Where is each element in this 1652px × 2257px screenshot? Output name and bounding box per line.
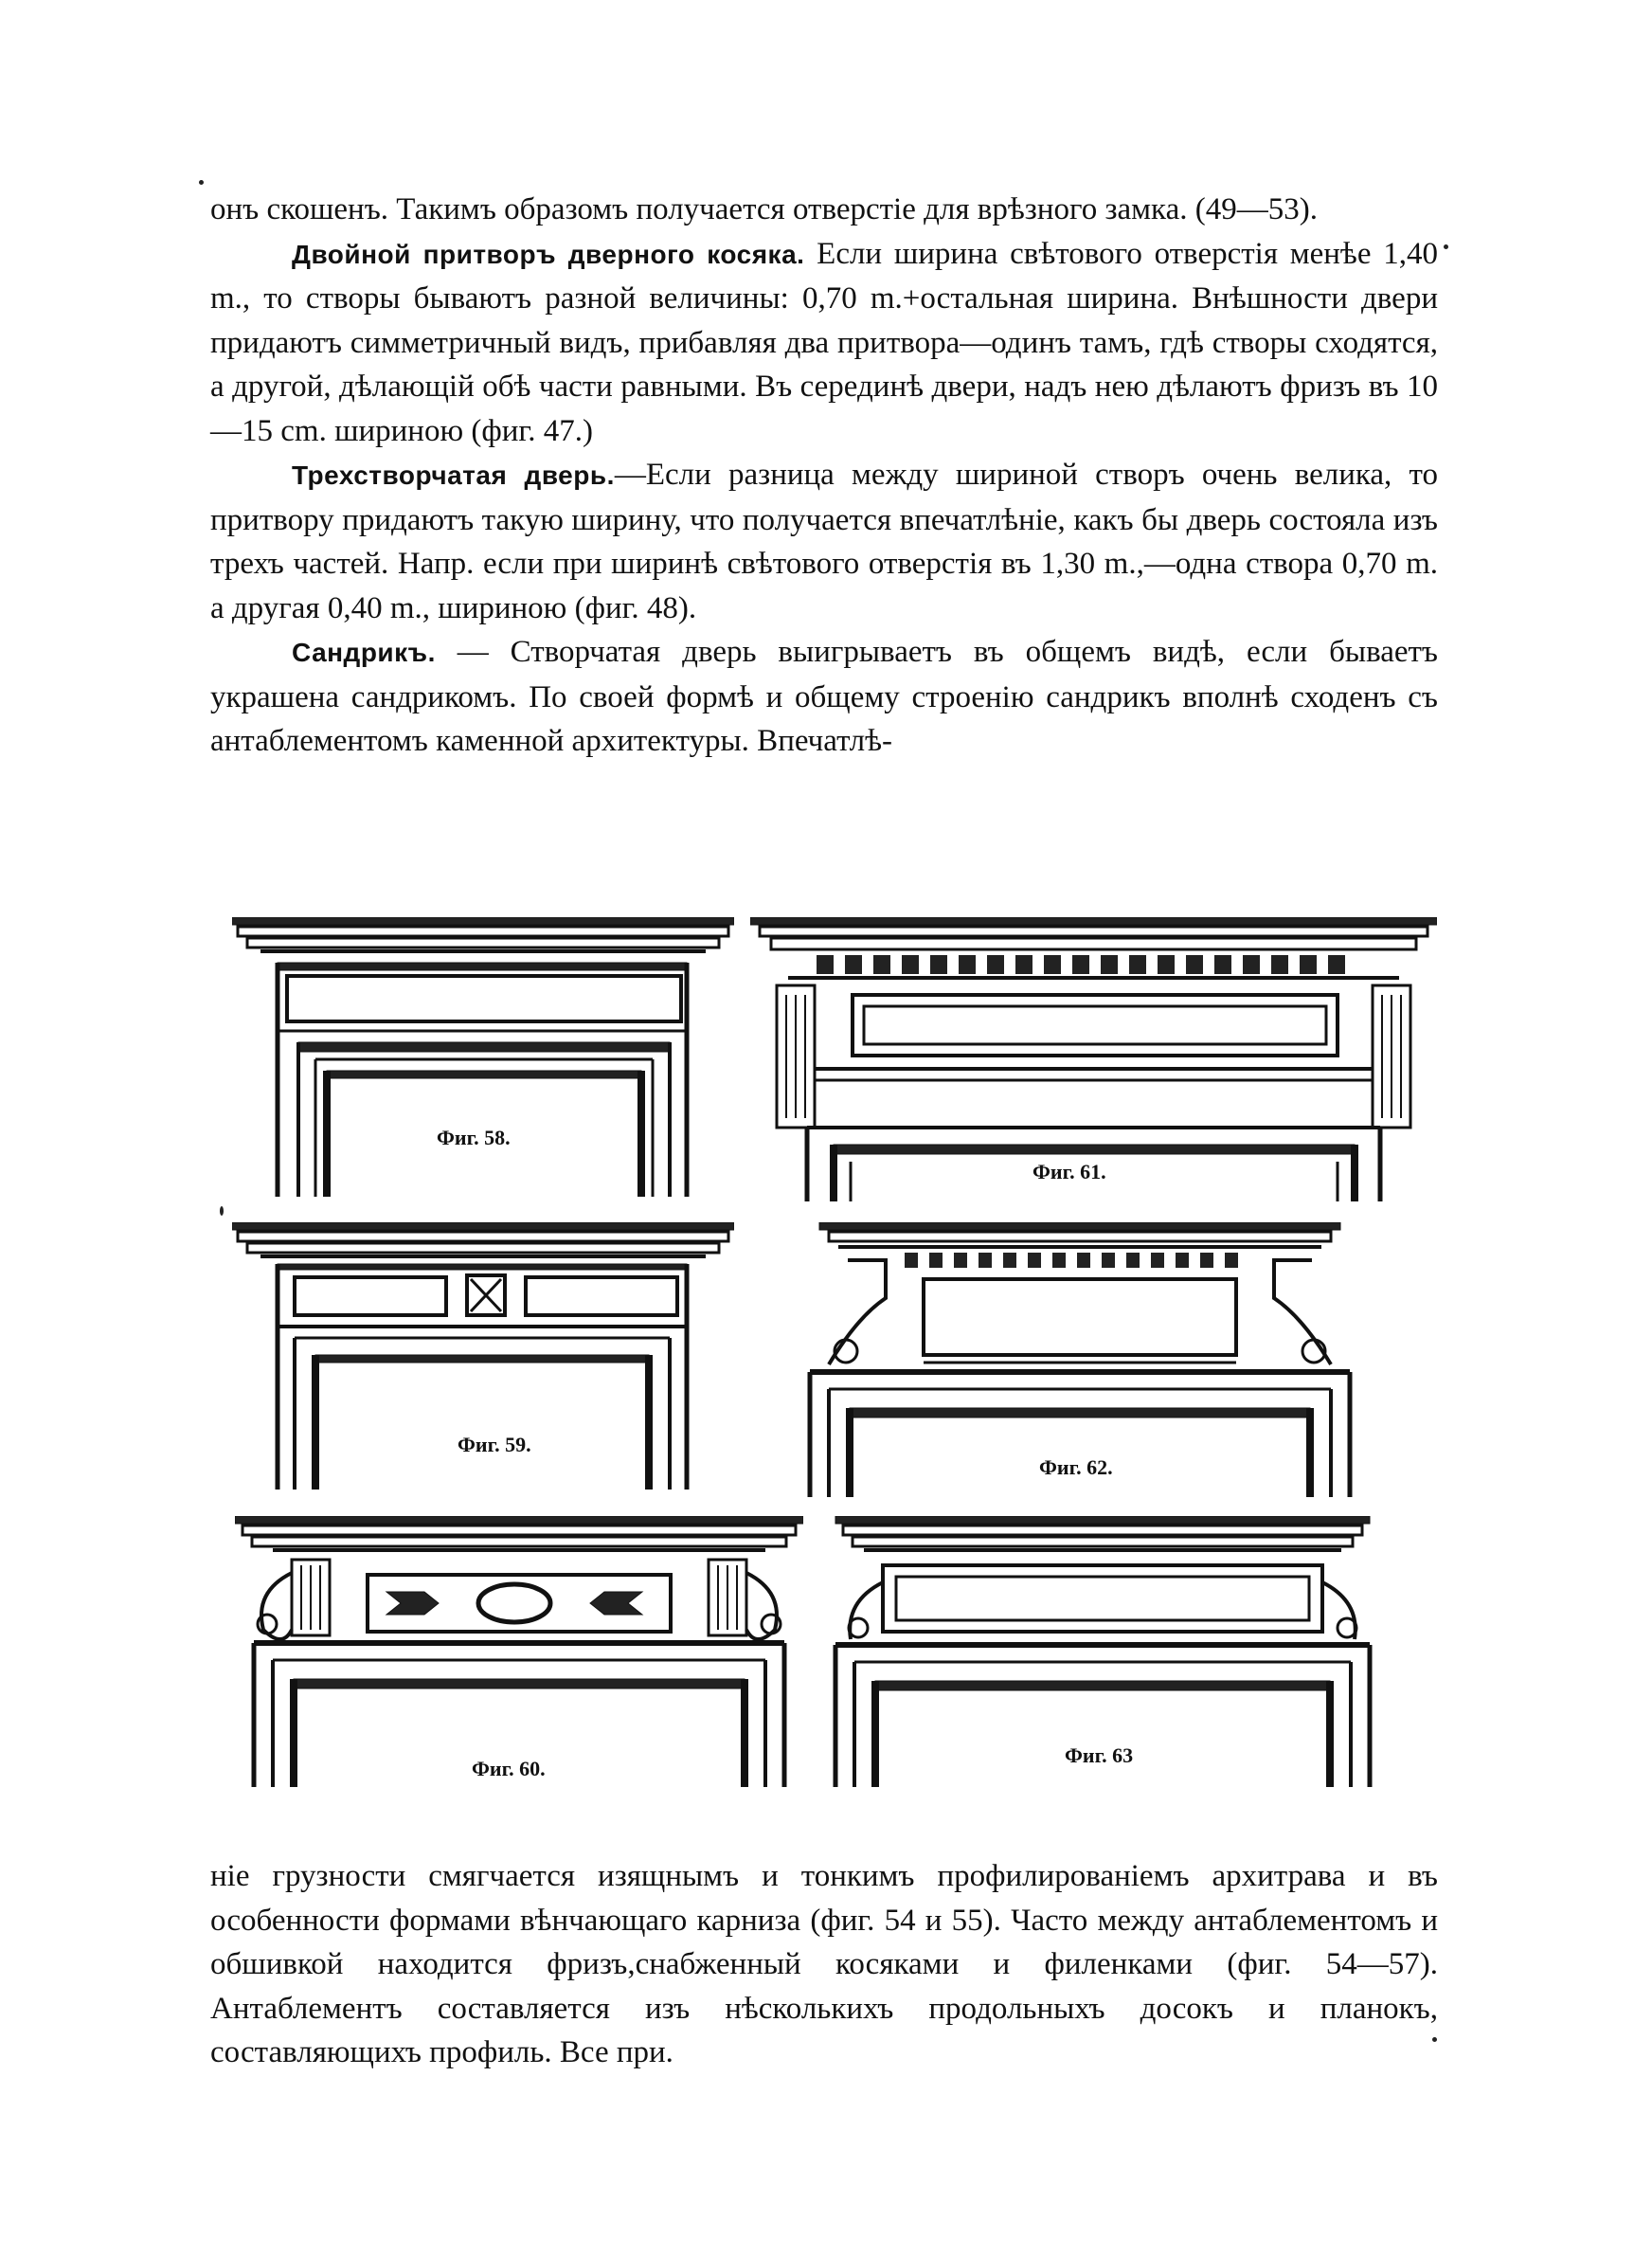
paragraph-text: — Створчатая дверь выигрываетъ въ общемъ видѣ, если бываетъ украшена сандрикомъ. По своей формѣ и общему строенію сандрикъ вполнѣ сходенъ съ антаблементомъ каменной архитектуры. Впечатлѣ- [210, 635, 1438, 758]
paragraph-text: онъ скошенъ. Такимъ образомъ получается отверстіе для врѣзного замка. (49—53). [210, 192, 1318, 226]
paragraph-heading: Сандрикъ. [292, 638, 436, 667]
paragraph-three-leaf-door [210, 453, 1438, 630]
figure-caption: Фиг. 63 [1065, 1743, 1134, 1767]
figure-62 [791, 1222, 1369, 1497]
figure-caption: Фиг. 60. [472, 1757, 546, 1780]
top-text-block [210, 188, 1438, 764]
figure-60 [235, 1516, 803, 1787]
figure-58-drawing [232, 917, 734, 1197]
figure-caption: Фиг. 59. [458, 1433, 531, 1456]
figure-caption: Фиг. 62. [1039, 1455, 1113, 1479]
paragraph-sandrik [210, 630, 1438, 764]
scan-speck [1432, 2037, 1437, 2042]
paragraph-text: Если ширина свѣтового отверстія менѣе 1,40 m., то створы бываютъ разной величины: 0,70 m.+остальная ширина. Внѣшности двери придаютъ симметричный видъ, прибавляя два притвора—одинъ тамъ, гдѣ створы сходятся, а другой, дѣлающій обѣ части равными. Въ серединѣ двери, надъ нею дѣлаютъ фризъ въ 10—15 cm. шириною (фиг. 47.) [210, 236, 1438, 448]
paragraph-heading: Двойной притворъ дверного косяка. [292, 239, 805, 269]
paragraph-double-rebate [210, 232, 1438, 454]
figure-58 [232, 917, 734, 1197]
scan-speck [199, 180, 204, 185]
figure-caption: Фиг. 61. [1032, 1160, 1106, 1183]
figure-caption: Фиг. 58. [437, 1126, 511, 1149]
paragraph-text: ніе грузности смягчается изящнымъ и тонкимъ профилированіемъ архитрава и въ особенности формами вѣнчающаго карниза (фиг. 54 и 55). Часто между антаблементомъ и обшивкой находится фризъ,снабженный косяками и филенками (фиг. 54—57). Антаблементъ составляется изъ нѣсколькихъ продольныхъ досокъ и планокъ, составляющихъ профиль. Все при. [210, 1859, 1438, 2069]
paragraph-heading: Трехстворчатая дверь. [292, 460, 615, 490]
figure-61-drawing [750, 917, 1437, 1201]
paragraph-text: —Если разница между шириной створъ очень велика, то притвору придаютъ такую ширину, что получается впечатлѣніе, какъ бы дверь состояла изъ трехъ частей. Напр. если при ширинѣ свѣтового отверстія въ 1,30 m.,—одна створа 0,70 m. а другая 0,40 m., шириною (фиг. 48). [210, 458, 1438, 625]
bottom-text-block [210, 1854, 1438, 2075]
figure-61 [750, 917, 1437, 1201]
scan-speck [1444, 244, 1448, 249]
figure-59 [232, 1222, 734, 1490]
scan-speck [220, 1206, 224, 1216]
figure-63 [817, 1516, 1389, 1787]
paragraph-continuation [210, 1854, 1438, 2075]
figure-60-drawing [235, 1516, 803, 1787]
paragraph-continuation [210, 188, 1438, 232]
